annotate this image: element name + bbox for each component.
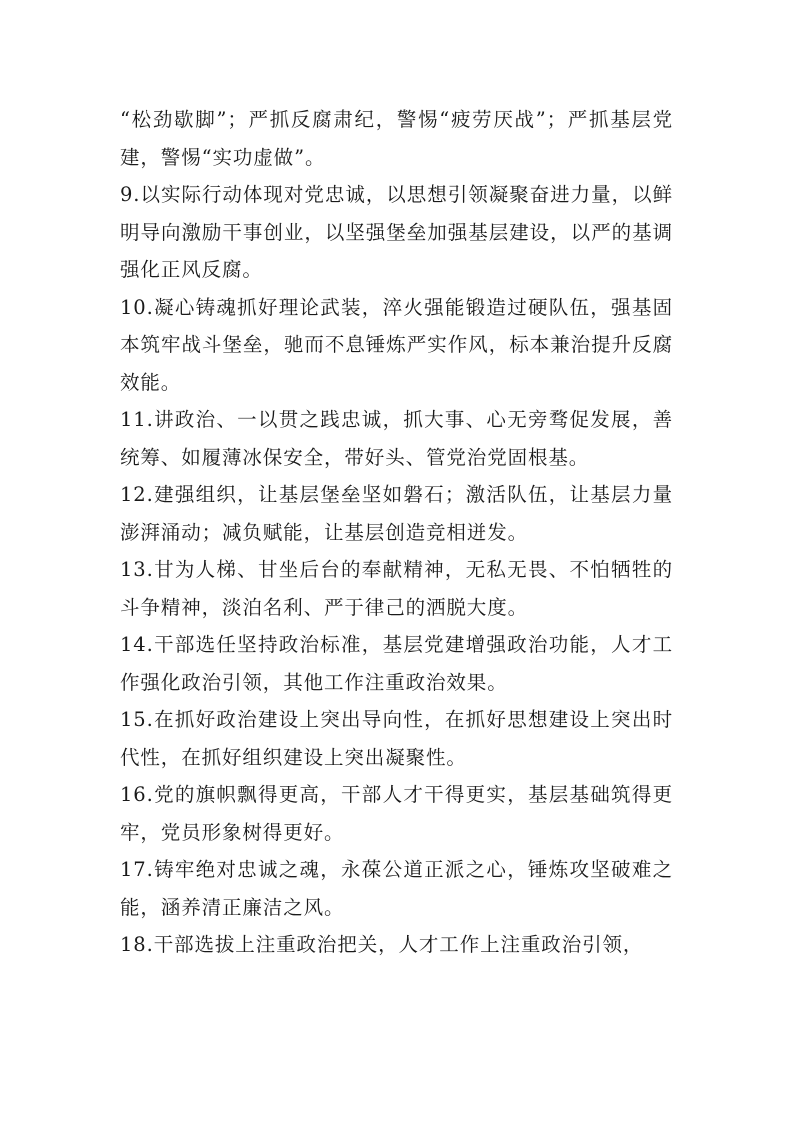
document-body: [120, 101, 673, 964]
paragraph-item-18: 18.干部选拔上注重政治把关，人才工作上注重政治引领，: [120, 933, 644, 956]
paragraph-item-14: 14.干部选任坚持政治标准，基层党建增强政治功能，人才工作强化政治引领，其他工作注重政治效果。: [120, 633, 673, 694]
paragraph-item-15: 15.在抓好政治建设上突出导向性，在抓好思想建设上突出时代性，在抓好组织建设上突出凝聚性。: [120, 708, 673, 769]
paragraph-item-17: 17.铸牢绝对忠诚之魂，永葆公道正派之心，锤炼攻坚破难之能，涵养清正廉洁之风。: [120, 858, 673, 919]
paragraph-item-12: 12.建强组织，让基层堡垒坚如磐石；激活队伍，让基层力量澎湃涌动；减负赋能，让基层创造竞相迸发。: [120, 483, 673, 544]
paragraph-item-11: 11.讲政治、一以贯之践忠诚，抓大事、心无旁骛促发展，善统筹、如履薄冰保安全，带好头、管党治党固根基。: [120, 408, 673, 469]
paragraph-continuation: “松劲歇脚”；严抓反腐肃纪，警惕“疲劳厌战”；严抓基层党建，警惕“实功虚做”。: [120, 108, 673, 169]
paragraph-item-9: 9.以实际行动体现对党忠诚，以思想引领凝聚奋进力量，以鲜明导向激励干事创业，以坚强堡垒加强基层建设，以严的基调强化正风反腐。: [120, 183, 673, 281]
paragraph-item-16: 16.党的旗帜飘得更高，干部人才干得更实，基层基础筑得更牢，党员形象树得更好。: [120, 783, 673, 844]
paragraph-item-10: 10.凝心铸魂抓好理论武装，淬火强能锻造过硬队伍，强基固本筑牢战斗堡垒，驰而不息锤炼严实作风，标本兼治提升反腐效能。: [120, 295, 673, 394]
paragraph-item-13: 13.甘为人梯、甘坐后台的奉献精神，无私无畏、不怕牺牲的斗争精神，淡泊名利、严于律己的洒脱大度。: [120, 558, 673, 619]
